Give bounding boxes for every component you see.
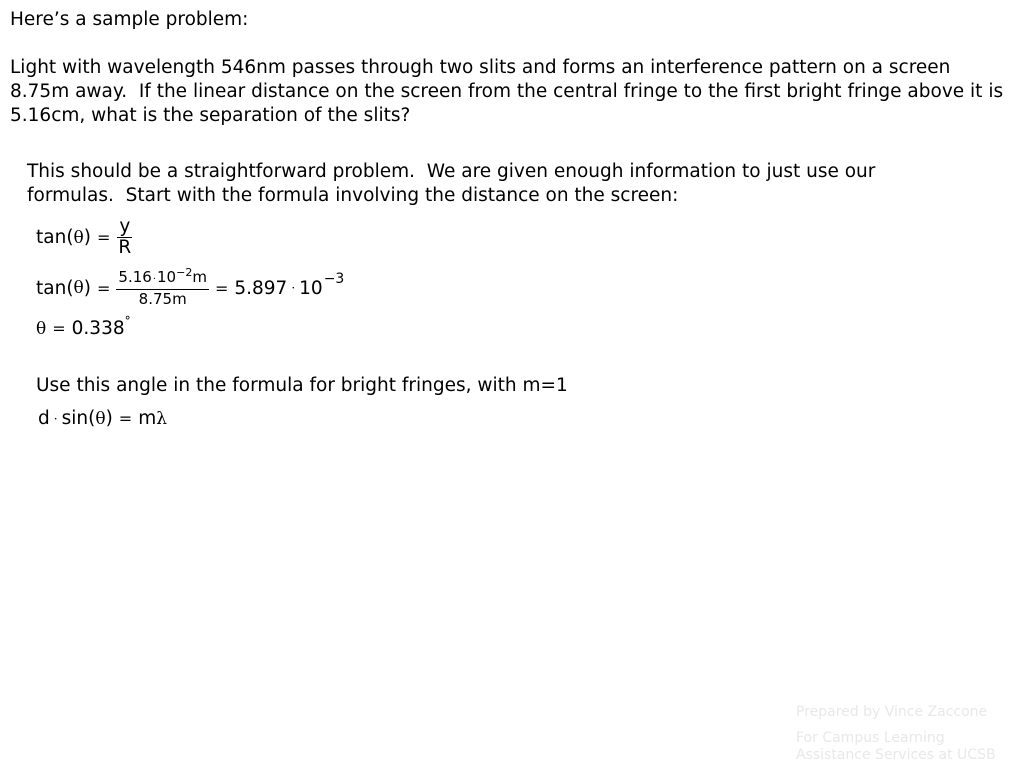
result-base: 10 [299,277,323,299]
fraction-y-over-r [116,217,133,258]
numerator-distance [116,265,209,290]
equation-bright-fringe [38,408,167,429]
sin-function: sin( [61,408,96,429]
result-mantissa: 5.897 [234,277,288,299]
theta-symbol: θ [73,227,84,248]
degree-symbol: ° [124,313,131,328]
close-paren: ) [83,227,92,248]
bright-fringe-instruction: Use this angle in the formula for bright fringes, with m=1 [36,375,568,396]
close-paren: ) [105,408,113,429]
solution-explanation: This should be a straightforward problem. We are given enough information to just use our formulas. Start with the formula involving the distance on the screen: [27,161,882,206]
tan-function: tan( [36,227,74,248]
problem-statement: Light with wavelength 546nm passes through two slits and forms an interference pattern on a screen 8.75m away. If the linear distance on the screen from the central fringe to the first bright fringe above it is 5.16cm, what is the separation of the slits? [10,57,1009,126]
theta-value: 0.338 [71,318,125,339]
equals-sign: = [97,228,111,247]
equals-sign: = [97,278,111,298]
fraction-distance-over-length [116,265,209,308]
numerator-y: y [119,216,131,237]
theta-symbol: θ [73,278,84,298]
footer-organization: For Campus Learning Assistance Services at UCSB [796,730,996,763]
equation-theta-value [36,313,131,339]
numerator-mantissa: 5.16 [118,268,152,286]
numerator-multiply-dot: · [152,274,157,285]
equals-sign: = [118,409,133,428]
equation-tan-value [36,265,345,308]
tan-function: tan( [36,277,74,299]
order-m: m [138,408,157,429]
intro-heading: Here’s a sample problem: [10,9,249,30]
denominator-r: R [118,237,132,258]
result-exponent: −3 [323,271,345,287]
slit-separation-d: d [38,408,50,429]
lambda-symbol: λ [156,408,167,429]
equals-sign: = [52,319,66,338]
theta-symbol: θ [95,408,106,429]
equals-sign-2: = [214,278,229,298]
numerator-base: 10 [157,268,177,286]
multiply-dot: · [53,411,58,426]
numerator-exponent: −2 [176,265,193,279]
numerator-unit: m [192,268,207,286]
theta-symbol: θ [36,318,47,339]
denominator-length: 8.75m [138,290,187,308]
result-multiply-dot: · [291,281,296,295]
equation-tan-definition [36,217,133,258]
footer-author: Prepared by Vince Zaccone [796,704,988,720]
close-paren: ) [83,277,92,299]
